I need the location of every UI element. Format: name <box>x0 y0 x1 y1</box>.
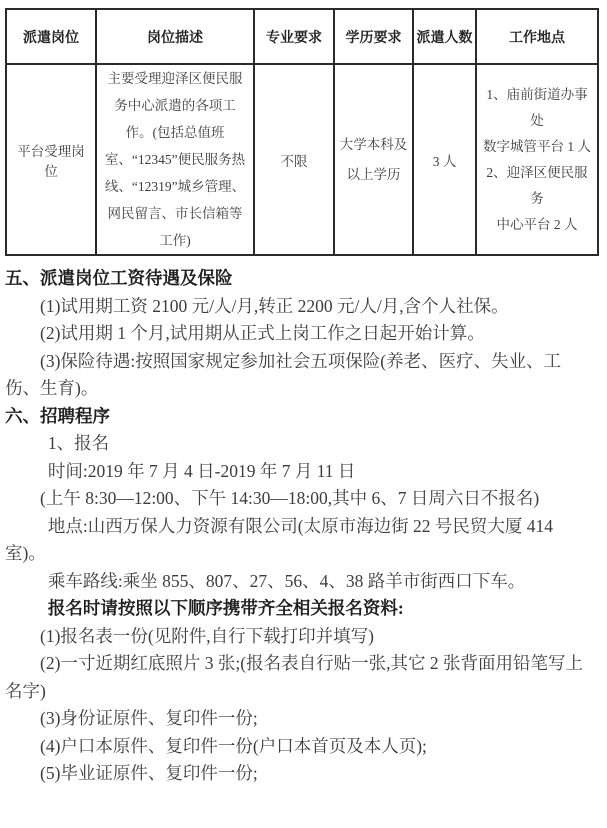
section-5-item-3-insurance: (3)保险待遇:按照国家规定参加社会五项保险(养老、医疗、失业、工伤、生育)。 <box>5 350 562 398</box>
registration-subheading: 1、报名 <box>47 433 110 453</box>
header-post: 派遣岗位 <box>6 9 96 64</box>
table-header-row <box>6 9 598 64</box>
material-2-photos: (2)一寸近期红底照片 3 张;(报名表自行贴一张,其它 2 张背面用铅笔写上名字) <box>5 653 583 701</box>
cell-post: 平台受理岗位 <box>6 64 96 255</box>
education-line-1: 大学本科及 <box>339 136 408 152</box>
header-description: 岗位描述 <box>96 9 254 64</box>
education-line-2: 以上学历 <box>346 166 401 182</box>
location-line-3: 2、迎泽区便民服务 <box>486 164 588 206</box>
section-6-heading: 六、招聘程序 <box>5 405 110 426</box>
location-line-4: 中心平台 2 人 <box>496 216 578 232</box>
material-4-household: (4)户口本原件、复印件一份(户口本首页及本人页); <box>40 735 427 756</box>
location-line-2: 数字城管平台 1 人 <box>483 138 591 154</box>
header-education-requirement: 学历要求 <box>334 9 413 64</box>
registration-address: 地点:山西万保人力资源有限公司(太原市海边街 22 号民贸大厦 414 室)。 <box>5 515 553 563</box>
registration-time: 时间:2019 年 7 月 4 日-2019 年 7 月 11 日 <box>47 460 356 481</box>
cell-education <box>334 64 413 255</box>
cell-location <box>476 64 598 255</box>
bus-routes: 乘车路线:乘坐 855、807、27、56、4、38 路羊市街西口下车。 <box>47 570 526 591</box>
registration-hours: (上午 8:30—12:00、下午 14:30—18:00,其中 6、7 日周六日不报名) <box>40 488 540 508</box>
header-major-requirement: 专业要求 <box>254 9 334 64</box>
cell-major: 不限 <box>254 64 334 255</box>
cell-description: 主要受理迎泽区便民服务中心派遣的各项工作。(包括总值班室、“12345”便民服务热线、“12319”城乡管理、网民留言、市长信箱等工作) <box>96 64 254 255</box>
location-line-1: 1、庙前街道办事处 <box>486 86 588 128</box>
section-5-heading: 五、派遣岗位工资待遇及保险 <box>5 268 233 288</box>
table-row <box>6 64 598 255</box>
material-3-id-card: (3)身份证原件、复印件一份; <box>40 708 258 728</box>
header-headcount: 派遣人数 <box>413 9 476 64</box>
section-5-item-2-probation: (2)试用期 1 个月,试用期从正式上岗工作之日起开始计算。 <box>40 323 485 343</box>
job-positions-table <box>5 8 599 256</box>
material-5-diploma: (5)毕业证原件、复印件一份; <box>40 763 258 783</box>
material-1-form: (1)报名表一份(见附件,自行下载打印并填写) <box>40 625 374 646</box>
section-5-item-1-salary: (1)试用期工资 2100 元/人/月,转正 2200 元/人/月,含个人社保。 <box>40 295 509 316</box>
document-body <box>5 265 587 788</box>
cell-headcount: 3 人 <box>413 64 476 255</box>
header-work-location: 工作地点 <box>476 9 598 64</box>
materials-heading: 报名时请按照以下顺序携带齐全相关报名资料: <box>47 598 404 618</box>
